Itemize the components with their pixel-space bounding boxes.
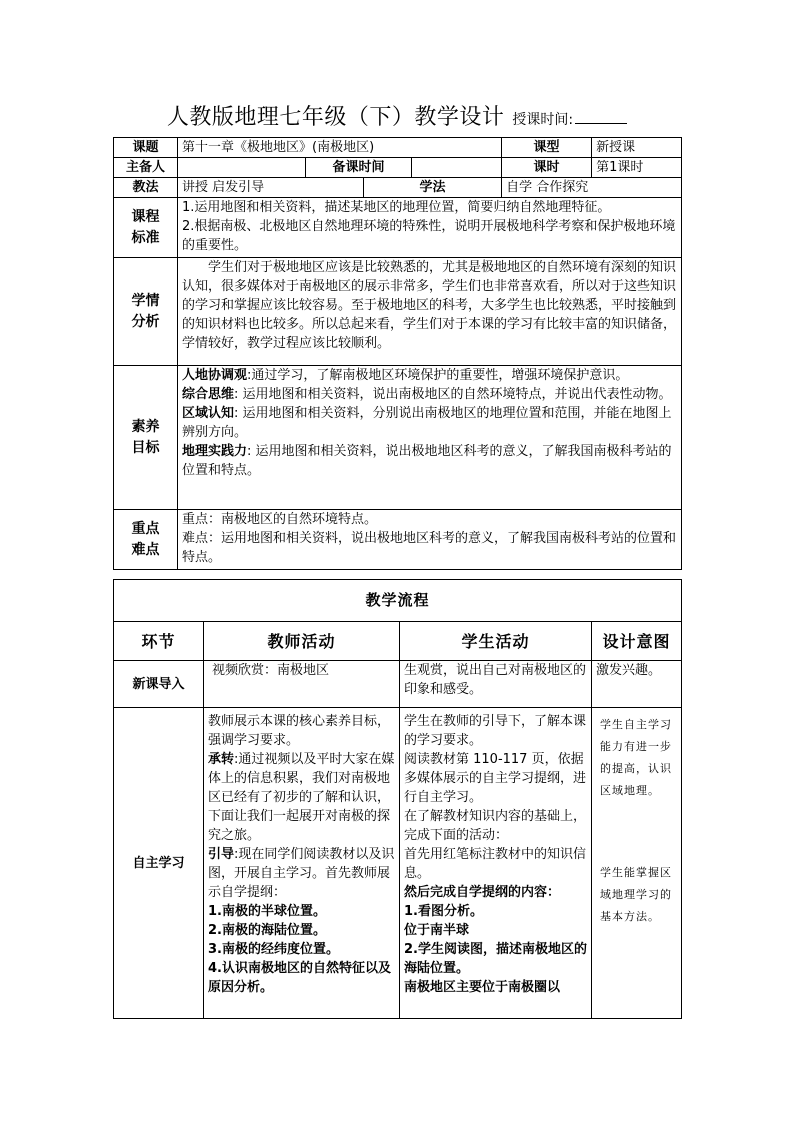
row-flow-title <box>114 580 682 622</box>
self-study-student <box>400 708 592 1019</box>
prep-time-label: 备课时间 <box>306 158 412 178</box>
self-study-intent <box>592 708 682 1019</box>
student-para-3: 在了解教材知识内容的基础上，完成下面的活动： <box>404 809 587 843</box>
keypoints-label-1: 重点 <box>131 520 160 537</box>
row-methods <box>114 178 682 198</box>
teach-method-label: 教法 <box>114 178 178 198</box>
class-time-blank[interactable] <box>575 109 627 124</box>
curriculum-label-1: 课程 <box>131 208 160 225</box>
intent-para-1: 学生自主学习能力有进一步的提高，认识区域地理。 <box>600 718 672 797</box>
teacher-para-2 <box>208 750 395 845</box>
literacy-key: 地理实践力 <box>182 444 248 459</box>
row-flow-headers <box>114 622 682 661</box>
row-topic <box>114 138 682 158</box>
intent-para-2: 学生能掌握区域地理学习的基本方法。 <box>600 866 672 923</box>
row-curriculum <box>114 198 682 258</box>
curriculum-line-2: 2.根据南极、北极地区自然地理环境的特殊性，说明开展极地科学考察和保护极地环境的重要性。 <box>182 219 676 253</box>
outline-item: 1.南极的半球位置。 <box>208 904 326 919</box>
prep-time-value <box>412 158 502 178</box>
header-teacher: 教师活动 <box>204 622 400 661</box>
curriculum-label-2: 标准 <box>131 229 160 246</box>
topic-label: 课题 <box>114 138 178 158</box>
teacher-para-2-key: 承转 <box>208 752 235 767</box>
literacy-item <box>182 404 677 442</box>
period-value: 第1课时 <box>592 158 682 178</box>
intro-stage: 新课导入 <box>114 661 204 708</box>
student-para-1: 学生在教师的引导下，了解本课的学习要求。 <box>404 714 587 748</box>
intro-intent: 激发兴趣。 <box>592 661 682 708</box>
flow-title: 教学流程 <box>114 580 682 622</box>
header-intent: 设计意图 <box>592 622 682 661</box>
student-para-8: 2.学生阅读图，描述南极地区的海陆位置。 <box>404 942 587 976</box>
row-self-study <box>114 708 682 1019</box>
student-para-5: 然后完成自学提纲的内容： <box>404 885 561 900</box>
teacher-para-2-text: :通过视频以及平时大家在媒体上的信息积累，我们对南极地区已经有了初步的了解和认识，下面让我们一起展开对南极的探究之旅。 <box>208 752 395 843</box>
self-study-teacher <box>204 708 400 1019</box>
document-title: 人教版地理七年级（下）教学设计 <box>166 105 505 130</box>
row-preparer <box>114 158 682 178</box>
student-para-9: 南极地区主要位于南极圈以 <box>404 980 561 995</box>
literacy-label-1: 素养 <box>131 418 160 435</box>
preparer-value <box>178 158 306 178</box>
literacy-text: : 运用地图和相关资料，说出极地地区科考的意义，了解我国南极科考站的位置和特点。 <box>182 444 672 478</box>
keypoints-difficulty: 难点：运用地图和相关资料，说出极地地区科考的意义，了解我国南极科考站的位置和特点。 <box>182 531 677 565</box>
type-value: 新授课 <box>592 138 682 158</box>
literacy-text: : 运用地图和相关资料，分别说出南极地区的地理位置和范围，并能在地图上辨别方向。 <box>182 406 672 440</box>
literacy-text: : 运用地图和相关资料，说出南极地区的自然环境特点，并说出代表性动物。 <box>234 387 672 402</box>
literacy-key: 人地协调观 <box>182 368 248 383</box>
literacy-item <box>182 385 677 404</box>
intro-teacher: 视频欣赏：南极地区 <box>204 661 400 708</box>
keypoints-focus: 重点：南极地区的自然环境特点。 <box>182 512 378 527</box>
curriculum-content <box>178 198 682 258</box>
outline-item: 4.认识南极地区的自然特征以及原因分析。 <box>208 961 391 995</box>
literacy-key: 综合思维 <box>182 387 235 402</box>
teacher-para-3-key: 引导 <box>208 847 235 862</box>
literacy-label-2: 目标 <box>131 439 160 456</box>
literacy-text: :通过学习，了解南极地区环境保护的重要性，增强环境保护意识。 <box>247 368 629 383</box>
teaching-flow-table <box>113 579 682 1019</box>
keypoints-content <box>178 510 682 570</box>
keypoints-label-2: 难点 <box>131 541 160 558</box>
title-line <box>0 100 794 131</box>
situation-label-1: 学情 <box>131 292 160 309</box>
learn-method-label: 学法 <box>364 178 502 198</box>
intro-student: 生观赏，说出自己对南极地区的印象和感受。 <box>400 661 592 708</box>
teacher-para-3-text: :现在同学们阅读教材以及识图，开展自主学习。首先教师展示自学提纲： <box>208 847 395 900</box>
row-intro <box>114 661 682 708</box>
topic-value: 第十一章《极地地区》(南极地区) <box>178 138 502 158</box>
learn-method-value: 自学 合作探究 <box>502 178 682 198</box>
preparer-label: 主备人 <box>114 158 178 178</box>
student-para-6: 1.看图分析。 <box>404 904 483 919</box>
row-situation <box>114 258 682 366</box>
student-para-2: 阅读教材第 110-117 页，依据多媒体展示的自主学习提纲，进行自主学习。 <box>404 752 587 805</box>
situation-text: 学生们对于极地地区应该是比较熟悉的，尤其是极地地区的自然环境有深刻的知识认知，很多媒体对于南极地区的展示非常多，学生们也非常喜欢看，所以对于这些知识的学习和掌握应该比较容易。至于极地地区的科考，大多学生也比较熟悉，平时接触到的知识材料也比较多。所以总起来看，学生们对于本课的学习有比较丰富的知识储备，学情较好，教学过程应该比较顺利。 <box>182 260 677 351</box>
teacher-para-3 <box>208 845 395 902</box>
literacy-item <box>182 442 677 480</box>
type-label: 课型 <box>502 138 592 158</box>
teach-method-value: 讲授 启发引导 <box>178 178 364 198</box>
lesson-info-table <box>113 137 682 570</box>
student-para-4: 首先用红笔标注教材中的知识信息。 <box>404 847 587 881</box>
situation-content <box>178 258 682 366</box>
period-label: 课时 <box>502 158 592 178</box>
student-para-7: 位于南半球 <box>404 923 470 938</box>
literacy-content <box>178 366 682 510</box>
curriculum-line-1: 1.运用地图和相关资料，描述某地区的地理位置，简要归纳自然地理特征。 <box>182 200 611 215</box>
outline-item: 2.南极的海陆位置。 <box>208 923 326 938</box>
row-literacy <box>114 366 682 510</box>
teacher-para-1: 教师展示本课的核心素养目标，强调学习要求。 <box>208 714 391 748</box>
header-stage: 环节 <box>114 622 204 661</box>
row-keypoints <box>114 510 682 570</box>
self-study-stage: 自主学习 <box>114 708 204 1019</box>
outline-item: 3.南极的经纬度位置。 <box>208 942 339 957</box>
literacy-label <box>114 366 178 510</box>
literacy-key: 区域认知 <box>182 406 235 421</box>
situation-label <box>114 258 178 366</box>
curriculum-label <box>114 198 178 258</box>
situation-label-2: 分析 <box>131 313 160 330</box>
literacy-item <box>182 366 677 385</box>
keypoints-label <box>114 510 178 570</box>
class-time-label: 授课时间: <box>512 112 574 128</box>
header-student: 学生活动 <box>400 622 592 661</box>
